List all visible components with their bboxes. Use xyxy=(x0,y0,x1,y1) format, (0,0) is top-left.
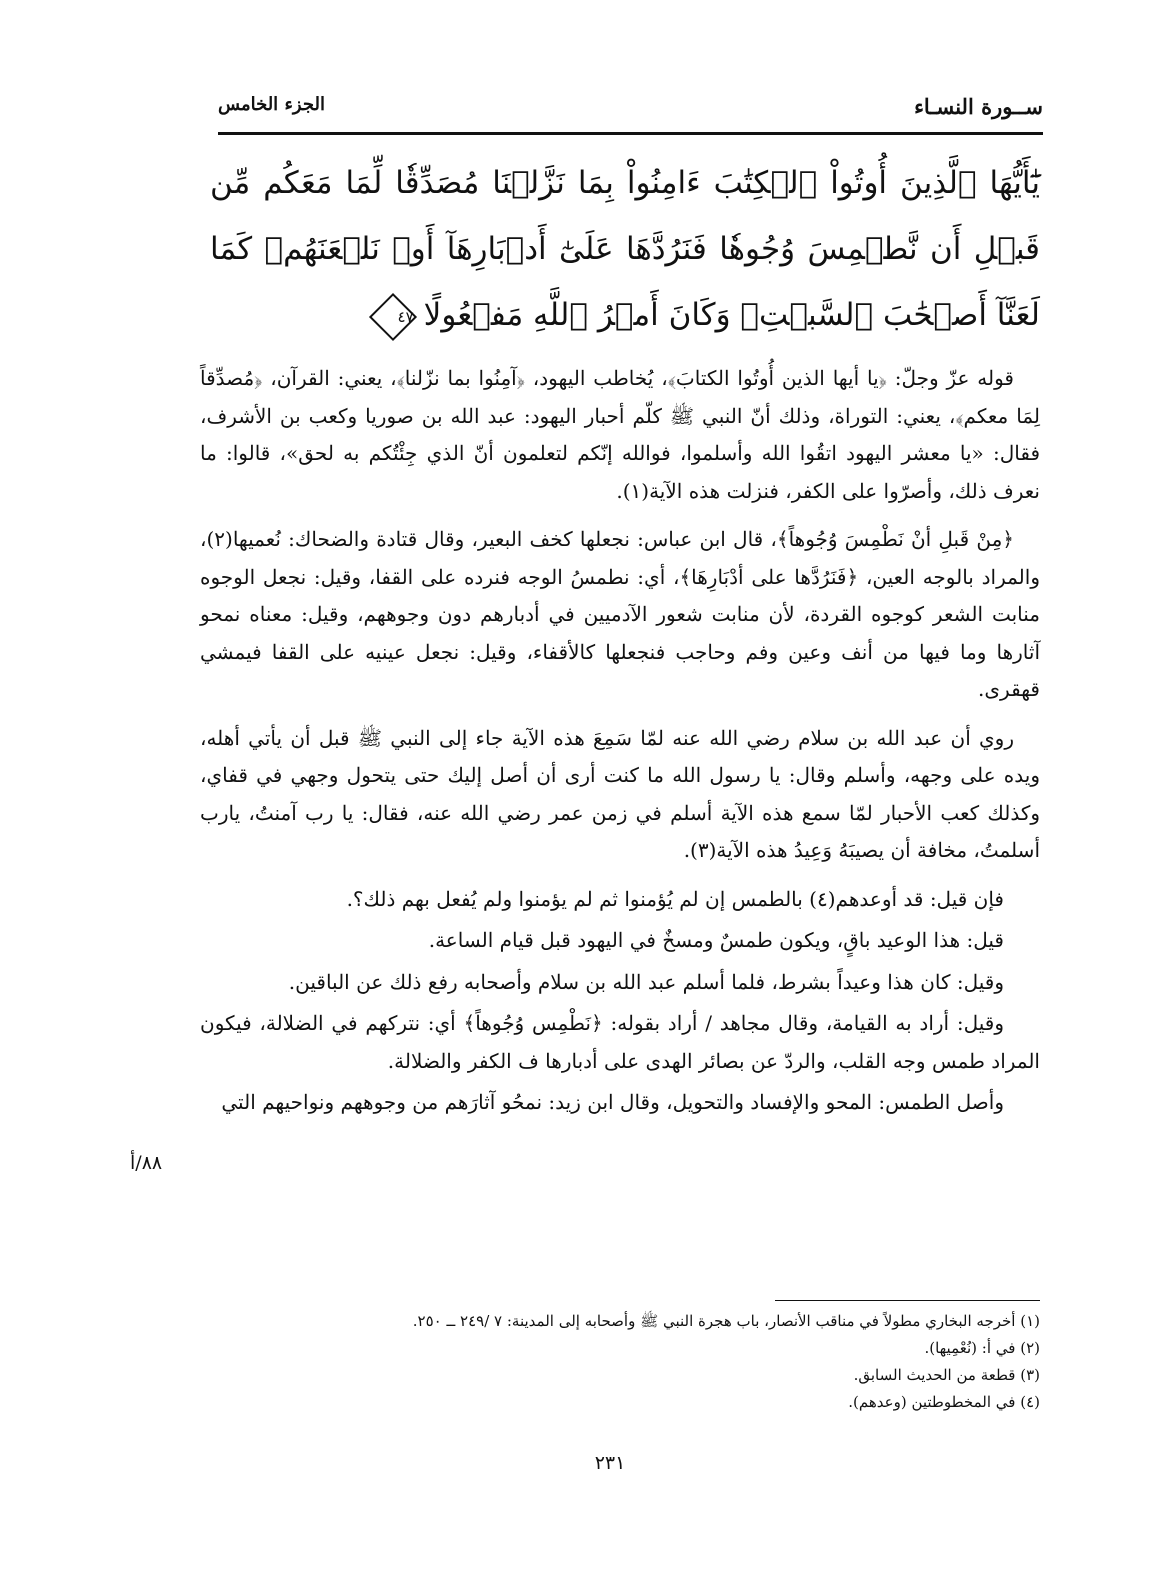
commentary-body xyxy=(200,360,1040,1126)
qa-line: وأصل الطمس: المحو والإفساد والتحويل، وقال ابن زيد: نمحُو آثارَهم من وجوههم ونواحيهم التي xyxy=(221,1090,1004,1114)
quran-verse xyxy=(210,150,1040,348)
qa-line: وقيل: كان هذا وعيداً بشرط، فلما أسلم عبد الله بن سلام وأصحابه رفع ذلك عن الباقين. xyxy=(288,969,1004,994)
qa-line: فإن قيل: قد أوعدهم(٤) بالطمس إن لم يُؤمنوا ثم لم يؤمنوا ولم يُفعل بهم ذلك؟. xyxy=(346,886,1004,911)
footnotes xyxy=(250,1308,1040,1416)
paragraph: ﴿مِنْ قَبلِ أنْ نَطْمِسَ وُجُوهاً﴾، قال ابن عباس: نجعلها كخف البعير، وقال قتادة والضحاك: نُعميها(٢)، والمراد بالوجه العين، ﴿فَنَرُدَّها على أدْبَارِهَا﴾، أي: نطمسُ الوجه فنرده على القفا، وقيل: نجعل الوجوه منابت الشعر كوجوه القردة، لأن منابت شعور الآدميين في أدبارهم دون وجوههم، وقيل: معناه نمحو آثارها وما فيها من أنف وعين وفم وحاجب فنجعلها كالأقفاء، وقيل: نجعل عينيه على القفا فيمشي قهقرى. xyxy=(200,527,1040,701)
footnote: (٣) قطعة من الحديث السابق. xyxy=(853,1366,1040,1384)
footnote: (١) أخرجه البخاري مطولاً في مناقب الأنصار، باب هجرة النبي ﷺ وأصحابه إلى المدينة: ٧ /٢٤٩ ــ ٢٥٠. xyxy=(412,1312,1040,1330)
ayah-number-marker xyxy=(372,296,414,338)
paragraph: روي أن عبد الله بن سلام رضي الله عنه لمّا سَمِعَ هذه الآية جاء إلى النبي ﷺ قبل أن يأتي أهله، ويده على وجهه، وأسلم وقال: يا رسول الله ما كنت أرى أن أصل إليك حتى يتحول وجهي في قفاي، وكذلك كعب الأحبار لمّا سمع هذه الآية أسلم في زمن عمر رضي الله عنه، فقال: يا رب آمنتُ، يارب أسلمتُ، مخافة أن يصيبَهُ وَعِيدُ هذه الآية(٣). xyxy=(200,725,1040,862)
footnote: (٢) في أ: (نُعْمِيها). xyxy=(924,1339,1040,1357)
qa-line: قيل: هذا الوعيد باقٍ، ويكون طمسٌ ومسخٌ في اليهود قبل قيام الساعة. xyxy=(428,928,1004,952)
qa-line: وقيل: أراد به القيامة، وقال مجاهد / أراد بقوله: ﴿نَطْمِس وُجُوهاً﴾ أي: نتركهم في الضلالة، فيكون المراد طمس وجه القلب، والردّ عن بصائر الهدى على أدبارها ف الكفر والضلالة. xyxy=(200,1011,1040,1073)
ayah-number: ٤٧ xyxy=(397,307,414,326)
page-number: ٢٣١ xyxy=(594,1452,626,1474)
footnote-divider xyxy=(775,1300,1040,1301)
manuscript-folio-note: ٨٨/أ xyxy=(130,1152,163,1174)
juz-label: الجزء الخامس xyxy=(218,94,325,115)
footnote: (٤) في المخطوطتين (وعدهم). xyxy=(848,1393,1040,1411)
page-header xyxy=(218,92,1043,135)
paragraph: قوله عزّ وجلّ: ﴿يا أيها الذين أُوتُوا الكتابَ﴾، يُخاطب اليهود، ﴿آمِنُوا بما نزّلنا﴾، يعني: القرآن، ﴿مُصدِّقاً لِمَا معكم﴾، يعني: التوراة، وذلك أنّ النبي ﷺ كلّم أحبار اليهود: عبد الله بن صوريا وكعب بن الأشرف، فقال: «يا معشر اليهود اتقُوا الله وأسلموا، فوالله إنّكم لتعلمون أنّ الذي جِئْتُكم به لحق»، قالوا: ما نعرف ذلك، وأصرّوا على الكفر، فنزلت هذه الآية(١). xyxy=(200,366,1040,503)
surah-name: ســورة النسـاء xyxy=(914,94,1043,119)
verse-text: يَٰٓأَيُّهَا ٱلَّذِينَ أُوتُواْ ٱلۡكِتَٰبَ ءَامِنُواْ بِمَا نَزَّلۡنَا مُصَدِّقٗا لِّمَا مَعَكُم مِّن قَبۡلِ أَن نَّطۡمِسَ وُجُوهٗا فَنَرُدَّهَا عَلَىٰٓ أَدۡبَارِهَآ أَوۡ نَلۡعَنَهُمۡ كَمَا لَعَنَّآ أَصۡحَٰبَ ٱلسَّبۡتِۚ وَكَانَ أَمۡرُ ٱللَّهِ مَفۡعُولًا xyxy=(210,165,1040,333)
